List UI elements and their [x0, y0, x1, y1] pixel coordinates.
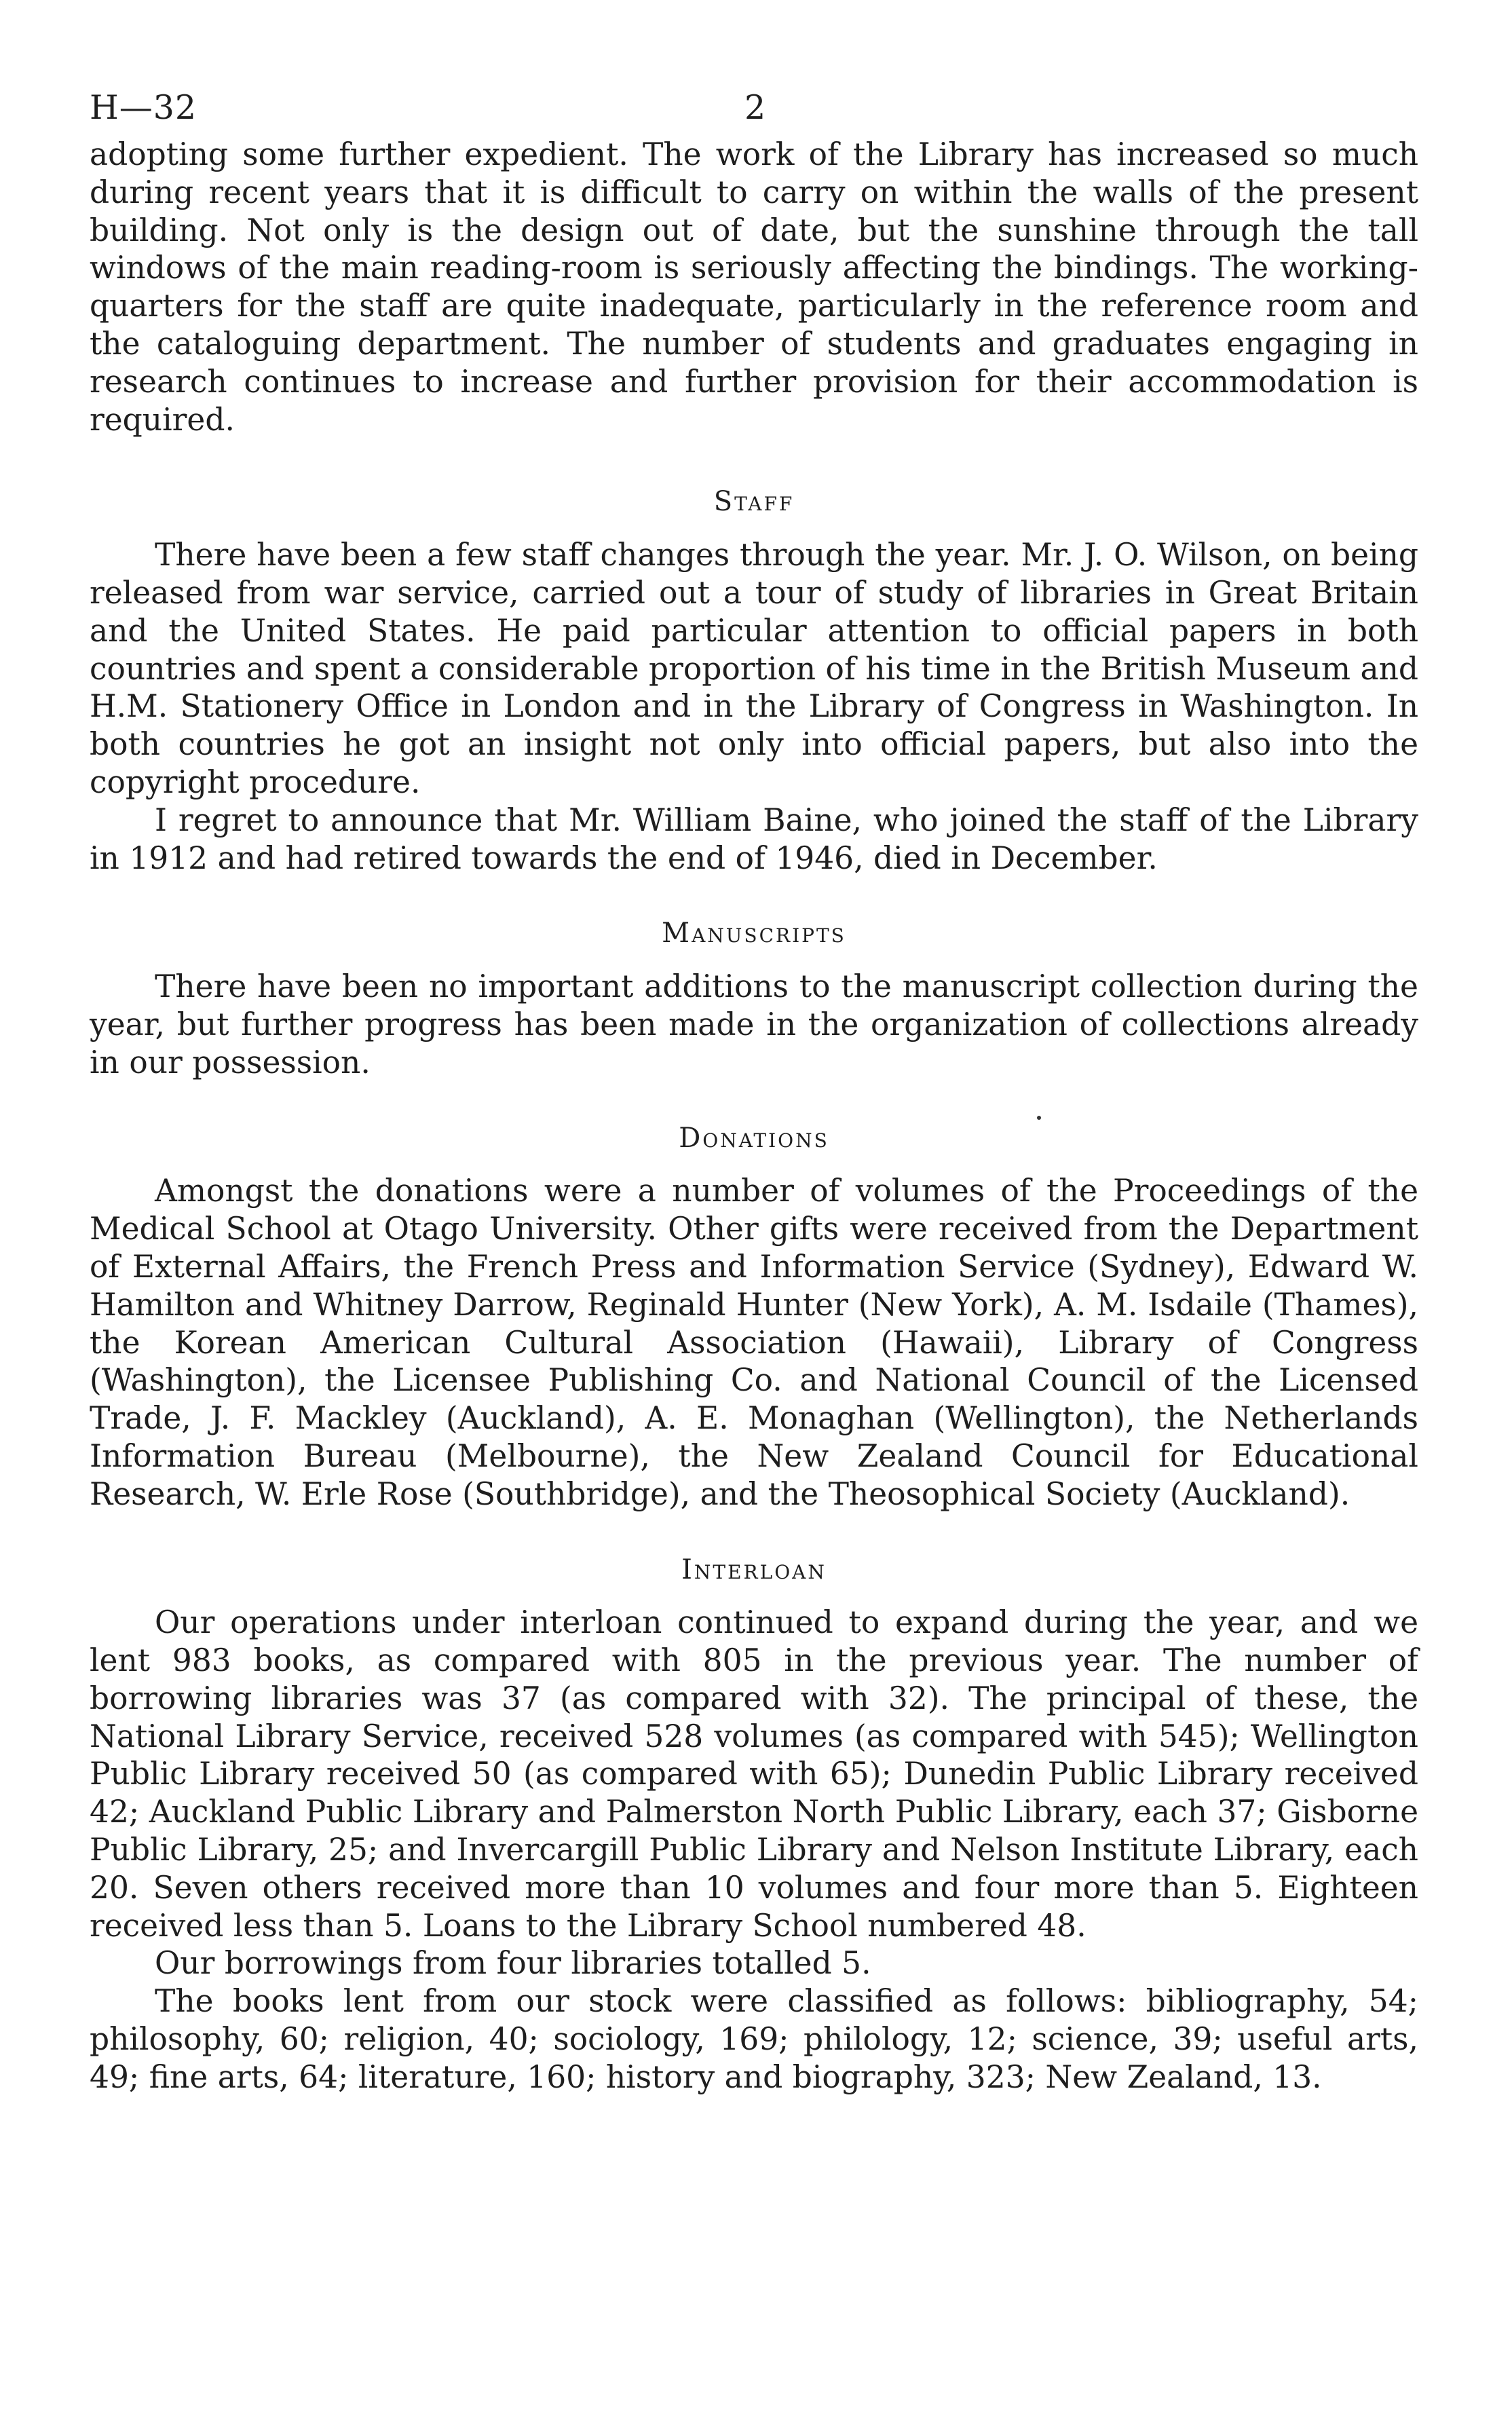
page-body — [90, 136, 1418, 2096]
document-page — [90, 75, 1418, 2096]
staff-heading: Staff — [713, 486, 795, 518]
interloan-heading: Interloan — [681, 1554, 827, 1585]
staff-paragraph-1: There have been a few staff changes through the year. Mr. J. O. Wilson, on being released from war service, carried out a tour of study of libraries in Great Britain and the United States. He paid particular attention to official papers in both countries and spent a considerable proportion of his time in the British Museum and H.M. Stationery Office in London and in the Library of Congress in Washington. In both countries he got an insight not only into official papers, but also into the copyright procedure. — [90, 537, 1418, 800]
manuscripts-heading: Manuscripts — [662, 918, 846, 949]
page-header — [90, 75, 1418, 136]
interloan-paragraph-1: Our operations under interloan continued to expand during the year, and we lent 983 books, as compared with 805 in the previous year. The number of borrowing libraries was 37 (as compared with 32). The principal of these, the National Library Service, received 528 volumes (as compared with 545); Wellington Public Library received 50 (as compared with 65); Dunedin Public Library received 42; Auckland Public Library and Palmerston North Public Library, each 37; Gisborne Public Library, 25; and Invercargill Public Library and Nelson Institute Library, each 20. Seven others received more than 10 volumes and four more than 5. Eighteen received less than 5. Loans to the Library School numbered 48. — [90, 1604, 1418, 1944]
interloan-paragraph-3: The books lent from our stock were classified as follows: bibliography, 54; philosophy, 60; religion, 40; sociology, 169; philology, 12; science, 39; useful arts, 49; fine arts, 64; literature, 160; history and biography, 323; New Zealand, 13. — [90, 1983, 1418, 2095]
ink-speck — [1037, 1116, 1041, 1120]
donations-paragraph: Amongst the donations were a number of volumes of the Proceedings of the Medical School at Otago University. Other gifts were received from the Department of External Affairs, the French Press and Information Service (Sydney), Edward W. Hamilton and Whitney Darrow, Reginald Hunter (New York), A. M. Isdaile (Thames), the Korean American Cultural Association (Hawaii), Library of Congress (Washington), the Licensee Publishing Co. and National Council of the Licensed Trade, J. F. Mackley (Auckland), A. E. Monaghan (Wellington), the Netherlands Information Bureau (Melbourne), the New Zealand Council for Educational Research, W. Erle Rose (Southbridge), and the Theosophical Society (Auckland). — [90, 1173, 1418, 1512]
donations-heading: Donations — [679, 1122, 829, 1154]
document-code: H—32 — [90, 88, 197, 127]
staff-paragraph-2: I regret to announce that Mr. William Baine, who joined the staff of the Library in 1912 and had retired towards the end of 1946, died in December. — [90, 802, 1418, 876]
interloan-paragraph-2: Our borrowings from four libraries totalled 5. — [155, 1945, 871, 1982]
manuscripts-paragraph: There have been no important additions to the manuscript collection during the year, but further progress has been made in the organization of collections already in our possession. — [90, 968, 1418, 1080]
intro-paragraph: adopting some further expedient. The work of the Library has increased so much during recent years that it is difficult to carry on within the walls of the present building. Not only is the design out of date, but the sunshine through the tall windows of the main reading-room is seriously affecting the bindings. The working-quarters for the staff are quite inadequate, particularly in the reference room and the cataloguing department. The number of students and graduates engaging in research continues to increase and further provision for their accommodation is required. — [90, 136, 1418, 438]
page-number: 2 — [744, 88, 766, 127]
